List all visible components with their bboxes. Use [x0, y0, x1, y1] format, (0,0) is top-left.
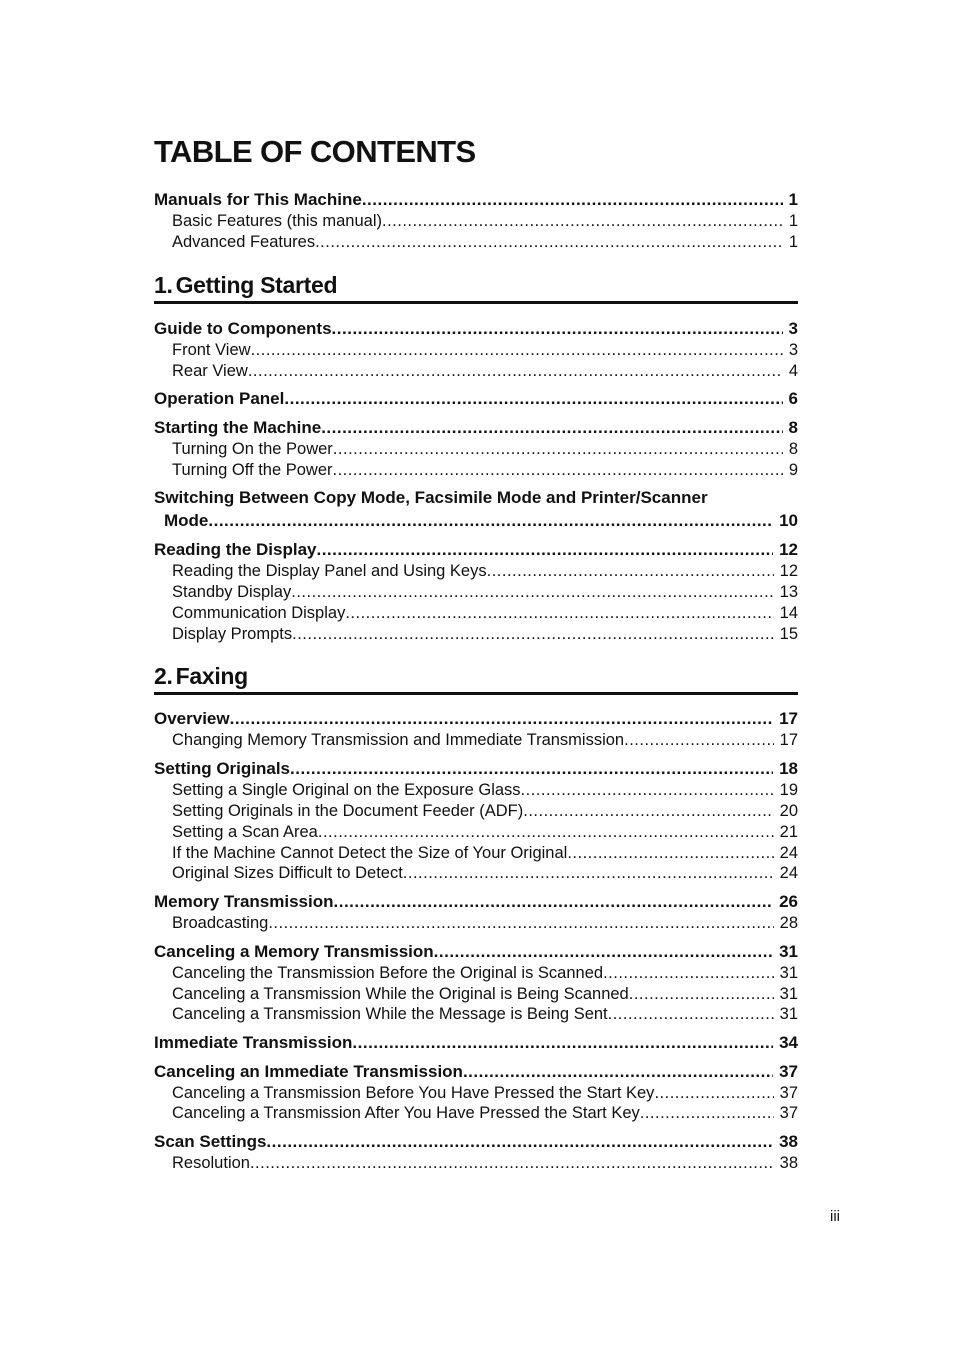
dot-leader — [333, 439, 783, 460]
dot-leader — [248, 361, 783, 382]
entry-title: Broadcasting — [172, 914, 269, 932]
toc-subsection-entry[interactable] — [172, 1103, 798, 1124]
dot-leader — [268, 913, 773, 934]
toc-subsection-entry[interactable] — [172, 561, 798, 582]
entry-page-number: 28 — [779, 914, 798, 932]
entry-page-number: 10 — [779, 511, 798, 530]
toc-section-entry[interactable] — [154, 1131, 798, 1152]
dot-leader — [521, 780, 774, 801]
entry-title: Canceling a Memory Transmission — [154, 942, 434, 961]
entry-title: Advanced Features — [172, 233, 316, 251]
chapter-number: 2. — [154, 663, 173, 689]
toc-subsection-entry[interactable] — [172, 863, 798, 884]
toc-section-entry[interactable] — [154, 941, 798, 962]
entry-page-number: 12 — [779, 540, 798, 559]
dot-leader — [208, 510, 773, 531]
entry-title: Scan Settings — [154, 1132, 267, 1151]
toc-subsection-entry[interactable] — [172, 211, 798, 232]
dot-leader — [654, 1083, 773, 1104]
entry-title: Original Sizes Difficult to Detect — [172, 864, 403, 882]
toc-section-entry[interactable] — [154, 318, 798, 339]
dot-leader — [334, 891, 774, 912]
dot-leader — [608, 1004, 774, 1025]
entry-page-number: 24 — [779, 844, 798, 862]
entry-page-number: 37 — [779, 1104, 798, 1122]
entry-page-number: 12 — [779, 562, 798, 580]
entry-title: Display Prompts — [172, 625, 293, 643]
entry-page-number: 31 — [779, 985, 798, 1003]
entry-page-number: 37 — [779, 1084, 798, 1102]
entry-page-number: 20 — [779, 802, 798, 820]
entry-title: Memory Transmission — [154, 892, 334, 911]
entry-title: Setting a Scan Area — [172, 823, 318, 841]
dot-leader — [291, 582, 773, 603]
chapter-number: 1. — [154, 272, 173, 298]
entry-page-number: 37 — [779, 1062, 798, 1081]
dot-leader — [284, 388, 782, 409]
toc-subsection-entry[interactable] — [172, 984, 798, 1005]
dot-leader — [333, 460, 783, 481]
entry-page-number: 24 — [779, 864, 798, 882]
toc-subsection-entry[interactable] — [172, 232, 798, 253]
entry-page-number: 14 — [779, 604, 798, 622]
page-title: TABLE OF CONTENTS — [154, 134, 476, 169]
entry-title: Setting a Single Original on the Exposure Glass — [172, 781, 521, 799]
toc-subsection-entry[interactable] — [172, 1004, 798, 1025]
dot-leader — [266, 1131, 773, 1152]
entry-title: Standby Display — [172, 583, 292, 601]
dot-leader — [251, 340, 783, 361]
entry-page-number: 3 — [788, 341, 798, 359]
toc-section-entry[interactable] — [154, 891, 798, 912]
toc-section-entry[interactable] — [154, 539, 798, 560]
dot-leader — [352, 1032, 773, 1053]
dot-leader — [362, 189, 783, 210]
toc-subsection-entry[interactable] — [172, 582, 798, 603]
dot-leader — [567, 843, 773, 864]
entry-title: Starting the Machine — [154, 418, 322, 437]
entry-page-number: 17 — [779, 731, 798, 749]
entry-title: Overview — [154, 709, 230, 728]
entry-title: Setting Originals — [154, 759, 291, 778]
toc-subsection-entry[interactable] — [172, 460, 798, 481]
entry-title: Switching Between Copy Mode, Facsimile Mode and Printer/Scanner — [154, 488, 708, 507]
entry-title: Manuals for This Machine — [154, 190, 362, 209]
dot-leader — [629, 984, 774, 1005]
entry-page-number: 1 — [788, 212, 798, 230]
toc-section-entry[interactable] — [154, 388, 798, 409]
entry-title: Canceling a Transmission While the Original is Being Scanned — [172, 985, 629, 1003]
toc-subsection-entry[interactable] — [172, 780, 798, 801]
entry-title: Rear View — [172, 362, 248, 380]
toc-subsection-entry[interactable] — [172, 1153, 798, 1174]
toc-section-entry[interactable] — [154, 708, 798, 729]
entry-page-number: 19 — [779, 781, 798, 799]
toc-section-entry[interactable] — [154, 758, 798, 779]
entry-title: Front View — [172, 341, 251, 359]
toc-subsection-entry[interactable] — [172, 913, 798, 934]
entry-page-number: 1 — [788, 233, 798, 251]
entry-title: Setting Originals in the Document Feeder (ADF) — [172, 802, 524, 820]
toc-subsection-entry[interactable] — [172, 624, 798, 645]
entry-page-number: 8 — [788, 440, 798, 458]
entry-page-number: 38 — [779, 1154, 798, 1172]
dot-leader — [316, 539, 773, 560]
entry-title: Resolution — [172, 1154, 250, 1172]
entry-page-number: 3 — [788, 319, 798, 338]
entry-title: Communication Display — [172, 604, 346, 622]
entry-page-number: 18 — [779, 759, 798, 778]
entry-page-number: 31 — [779, 964, 798, 982]
toc-subsection-entry[interactable] — [172, 1083, 798, 1104]
toc-section-entry[interactable] — [164, 510, 798, 531]
dot-leader — [292, 624, 774, 645]
toc-section-entry[interactable] — [154, 1061, 798, 1082]
entry-title: Guide to Components — [154, 319, 332, 338]
entry-page-number: 6 — [788, 389, 798, 408]
entry-title: Reading the Display — [154, 540, 317, 559]
entry-title: Canceling the Transmission Before the Original is Scanned — [172, 964, 604, 982]
entry-page-number: 38 — [779, 1132, 798, 1151]
toc-subsection-entry[interactable] — [172, 730, 798, 751]
dot-leader — [624, 730, 774, 751]
entry-title: If the Machine Cannot Detect the Size of Your Original — [172, 844, 568, 862]
entry-page-number: 1 — [788, 190, 798, 209]
chapter-title: Faxing — [175, 663, 248, 689]
chapter-title: Getting Started — [175, 272, 338, 298]
toc-subsection-entry[interactable] — [172, 801, 798, 822]
entry-page-number: 13 — [779, 583, 798, 601]
dot-leader — [463, 1061, 773, 1082]
entry-page-number: 4 — [788, 362, 798, 380]
chapter-heading-2 — [154, 661, 798, 695]
entry-title: Mode — [164, 511, 209, 530]
entry-title: Immediate Transmission — [154, 1033, 353, 1052]
entry-page-number: 17 — [779, 709, 798, 728]
entry-title: Turning On the Power — [172, 440, 333, 458]
dot-leader — [250, 1153, 774, 1174]
toc-subsection-entry[interactable] — [172, 439, 798, 460]
dot-leader — [321, 417, 782, 438]
dot-leader — [382, 211, 783, 232]
entry-title: Canceling an Immediate Transmission — [154, 1062, 463, 1081]
entry-title: Canceling a Transmission Before You Have Pressed the Start Key — [172, 1084, 655, 1102]
toc-subsection-entry[interactable] — [172, 340, 798, 361]
toc-section-entry[interactable] — [154, 189, 798, 210]
dot-leader — [487, 561, 774, 582]
toc-section-entry[interactable] — [154, 1032, 798, 1053]
dot-leader — [345, 603, 773, 624]
chapter-heading-1 — [154, 270, 798, 304]
dot-leader — [403, 863, 774, 884]
toc-subsection-entry[interactable] — [172, 963, 798, 984]
entry-page-number: 31 — [779, 1005, 798, 1023]
toc-subsection-entry[interactable] — [172, 822, 798, 843]
entry-page-number: 31 — [779, 942, 798, 961]
dot-leader — [332, 318, 783, 339]
dot-leader — [318, 822, 774, 843]
entry-title: Operation Panel — [154, 389, 285, 408]
entry-page-number: 26 — [779, 892, 798, 911]
entry-title: Reading the Display Panel and Using Keys — [172, 562, 487, 580]
entry-title: Basic Features (this manual) — [172, 212, 382, 230]
entry-title: Canceling a Transmission After You Have Pressed the Start Key — [172, 1104, 640, 1122]
entry-page-number: 9 — [788, 461, 798, 479]
dot-leader — [640, 1103, 774, 1124]
toc-subsection-entry[interactable] — [172, 603, 798, 624]
toc-subsection-entry[interactable] — [172, 361, 798, 382]
entry-page-number: 8 — [788, 418, 798, 437]
toc-section-entry[interactable] — [154, 417, 798, 438]
entry-title: Turning Off the Power — [172, 461, 333, 479]
entry-page-number: 34 — [779, 1033, 798, 1052]
entry-title: Canceling a Transmission While the Message is Being Sent — [172, 1005, 608, 1023]
page-number: iii — [830, 1208, 840, 1225]
entry-page-number: 21 — [779, 823, 798, 841]
entry-page-number: 15 — [779, 625, 798, 643]
dot-leader — [230, 708, 773, 729]
toc-section-entry[interactable] — [154, 487, 798, 508]
dot-leader — [290, 758, 773, 779]
dot-leader — [434, 941, 773, 962]
toc-subsection-entry[interactable] — [172, 843, 798, 864]
dot-leader — [603, 963, 774, 984]
dot-leader — [315, 232, 783, 253]
entry-title: Changing Memory Transmission and Immediate Transmission — [172, 731, 625, 749]
dot-leader — [523, 801, 773, 822]
